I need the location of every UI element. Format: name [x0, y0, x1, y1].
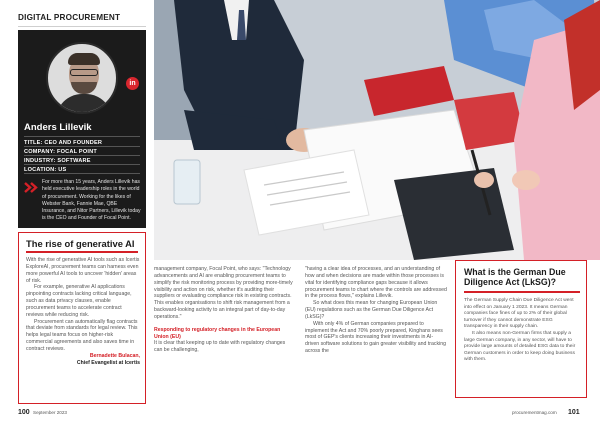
- generative-ai-title: The rise of generative AI: [26, 238, 135, 249]
- article-column-3: [305, 266, 447, 355]
- profile-divider: [24, 136, 140, 137]
- profile-divider: [24, 164, 140, 165]
- profile-divider: [24, 173, 140, 174]
- lksg-title: What is the German Due Diligence Act (LkSG)?: [464, 267, 566, 287]
- paragraph: management company, Focal Point, who says: "Technology advancements and AI are enabling procurement teams to simplify the risk monitoring process by providing more-timely visibility and action on risk, whether it's auditing their suppliers or evaluating compliance risk in existing contracts. This enables organisations to shift risk management from a backward-looking activity to an integral part of day-to-day operations.": [154, 266, 293, 320]
- paragraph: With the rise of generative AI tools such as Icertis ExploreAI, procurement teams can harness even more powerful AI tools to uncover 'hidden' areas of risk.: [26, 257, 140, 284]
- profile-divider: [24, 155, 140, 156]
- paragraph: The German Supply Chain Due Diligence Act went into effect on January 1 2023. It means German companies face fines of up to 2% of their global turnover if they cannot demonstrate ESG transparency in their supply chain.: [464, 298, 574, 330]
- title-rule: [26, 251, 138, 253]
- profile-title: TITLE: CEO AND FOUNDER: [24, 140, 103, 146]
- meeting-photo: [154, 0, 600, 260]
- site-name[interactable]: procurementmag.com: [512, 410, 557, 415]
- linkedin-icon[interactable]: in: [126, 77, 139, 90]
- section-divider: [18, 26, 146, 27]
- generative-ai-box: [18, 232, 146, 404]
- profile-name: Anders Lillevik: [24, 122, 92, 133]
- page-number-left: 100: [18, 409, 30, 416]
- paragraph: It also means non-German firms that supply a large German company, in any sector, will have to provide large amounts of detailed ESG data to their German customers in order to keep doing business with them.: [464, 330, 576, 363]
- paragraph: "having a clear idea of processes, and an understanding of how and when decisions are made within those processes is vital for identifying compliance gaps because it allows procurement teams to chart where the controls are addressed in the process flows," explains Lillevik.: [305, 266, 447, 300]
- generative-ai-body: [26, 257, 140, 367]
- profile-card: [18, 30, 146, 228]
- page-number-right: 101: [568, 409, 580, 416]
- paragraph: It is clear that keeping up to date with regulatory changes can be challenging,: [154, 340, 286, 354]
- paragraph: For example, generative AI applications pinpointing contracts lacking critical language, such as data privacy clauses, enable procurement teams to accelerate contract reviews while reducing risk.: [26, 284, 132, 318]
- profile-location: LOCATION: US: [24, 167, 67, 173]
- article-column-2: [154, 266, 294, 354]
- lksg-body: [464, 298, 582, 364]
- paragraph: Procurement can automatically flag contracts that deviate from standards for legal review. This helps legal teams focus on higher-risk commercial agreements and also saves time in contract reviews.: [26, 318, 138, 352]
- profile-bio: For more than 15 years, Anders Lillevik has held executive leadership roles in the world of procurement. Working for the likes of Webster Bank, Fannie Mae, QBE Insurance, and Nitor Partners, Lillevik today is the CEO and Founder of Focal Point.: [42, 179, 141, 222]
- subheading: Responding to regulatory changes in the European Union (EU): [154, 326, 281, 340]
- paragraph: So what does this mean for changing European Union (EU) regulations such as the German Due Diligence Act (LkSG)?: [305, 300, 438, 320]
- paragraph: With only 4% of German companies prepared to implement the Act and 70% poorly prepared, Kinghans sees most of GEP's clients increasing their investments in AI-driven software solutions to gain greater visibility and tracking across the: [305, 320, 446, 355]
- profile-company: COMPANY: FOCAL POINT: [24, 149, 97, 155]
- profile-industry: INDUSTRY: SOFTWARE: [24, 158, 91, 164]
- title-rule: [464, 291, 580, 293]
- quote-author-title: Chief Evangelist at Icertis: [76, 359, 140, 366]
- profile-divider: [24, 146, 140, 147]
- section-label: DIGITAL PROCUREMENT: [18, 13, 121, 22]
- issue-date: September 2023: [33, 410, 67, 415]
- avatar: [46, 42, 118, 114]
- chevron-right-icon: [24, 180, 38, 191]
- quote-author: Bernadette Bulacan,: [89, 352, 140, 359]
- lksg-box: [455, 260, 587, 398]
